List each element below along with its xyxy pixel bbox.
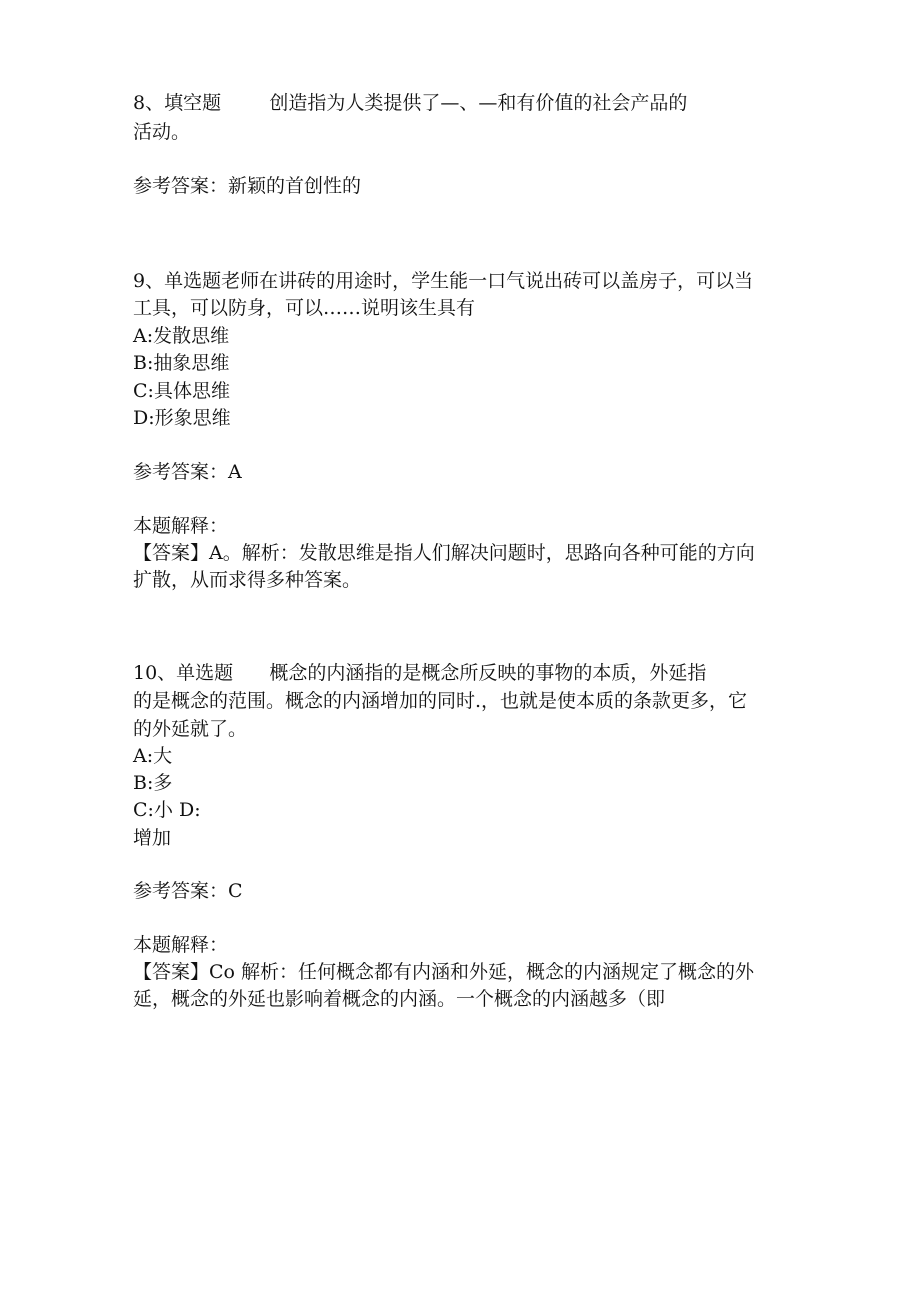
q9-explain-title: 本题解释：	[133, 515, 229, 537]
q9-explain-line2: 扩散，从而求得多种答案。	[133, 569, 362, 591]
q9-stem-line1: 9、单选题老师在讲砖的用途时，学生能一口气说出砖可以盖房子，可以当	[133, 270, 754, 292]
q9-option-a: A:发散思维	[133, 325, 230, 347]
q10-stem-line2: 的是概念的范围。概念的内涵增加的同时.，也就是使本质的条款更多，它	[133, 690, 748, 712]
q9-explain-line1: 【答案】A。解析：发散思维是指人们解决问题时，思路向各种可能的方向	[133, 542, 755, 564]
q10-stem-line1: 10、单选题 概念的内涵指的是概念所反映的事物的本质，外延指	[133, 662, 707, 684]
q8-stem-line1: 8、填空题 创造指为人类提供了—、—和有价值的社会产品的	[133, 92, 688, 114]
q9-answer: 参考答案：A	[133, 461, 242, 483]
q10-option-a: A:大	[133, 745, 173, 767]
q9-stem-line2: 工具，可以防身，可以……说明该生具有	[133, 297, 476, 319]
q10-stem-line3: 的外延就了。	[133, 718, 248, 740]
q10-explain-line1: 【答案】Co 解析：任何概念都有内涵和外延，概念的内涵规定了概念的外	[133, 961, 755, 983]
q10-answer: 参考答案：C	[133, 880, 243, 902]
q10-explain-title: 本题解释：	[133, 934, 229, 956]
q10-explain-line2: 延，概念的外延也影响着概念的内涵。一个概念的内涵越多（即	[133, 988, 666, 1010]
q8-answer: 参考答案：新颖的首创性的	[133, 175, 362, 197]
q10-option-d-cont: 增加	[133, 827, 172, 849]
q9-option-c: C:具体思维	[133, 380, 230, 402]
q8-stem-line2: 活动。	[133, 121, 191, 143]
q9-option-d: D:形象思维	[133, 407, 231, 429]
q10-option-b: B:多	[133, 772, 173, 794]
q10-option-cd: C:小 D:	[133, 799, 201, 821]
q9-option-b: B:抽象思维	[133, 352, 230, 374]
